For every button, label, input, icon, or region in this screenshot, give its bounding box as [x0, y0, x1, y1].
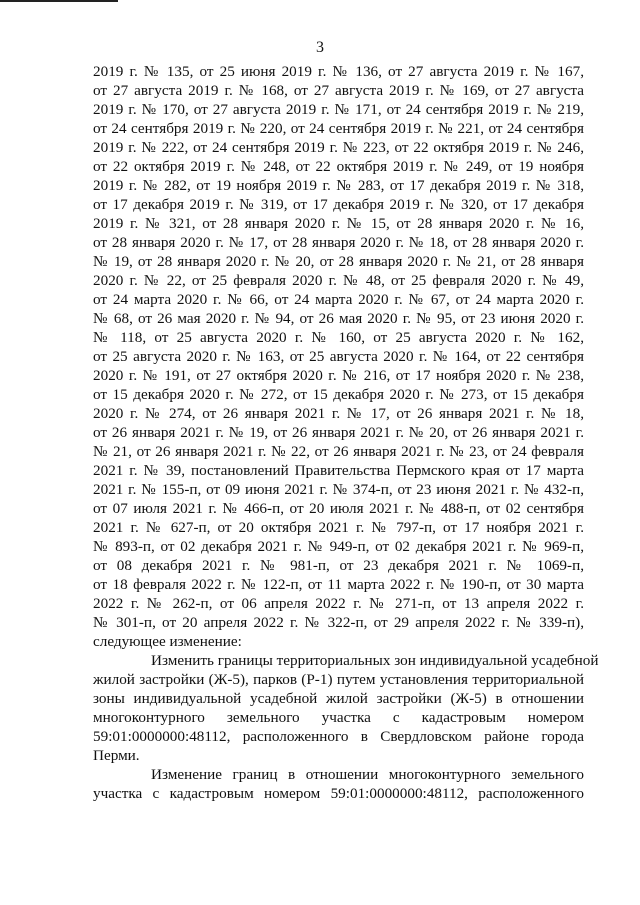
paragraph-change-zone-borders	[93, 651, 599, 765]
text-line: от 28 января 2020 г. № 17, от 28 января 2020 г. № 18, от 28 января 2020 г.	[93, 234, 584, 251]
text-line: 2019 г. № 135, от 25 июня 2019 г. № 136, от 27 августа 2019 г. № 167,	[93, 63, 584, 80]
text-line: от 22 октября 2019 г. № 248, от 22 октября 2019 г. № 249, от 19 ноября	[93, 158, 584, 175]
text-line: № 21, от 26 января 2021 г. № 22, от 26 января 2021 г. № 23, от 24 февраля	[93, 443, 584, 460]
page-number: 3	[316, 39, 324, 56]
text-line: 2019 г. № 321, от 28 января 2020 г. № 15, от 28 января 2020 г. № 16,	[93, 215, 584, 232]
text-line: 2021 г. № 627-п, от 20 октября 2021 г. № 797-п, от 17 ноября 2021 г.	[93, 519, 584, 536]
text-line: Изменить границы территориальных зон индивидуальной усадебной	[151, 652, 599, 669]
text-line: 2021 г. № 155-п, от 09 июня 2021 г. № 374-п, от 23 июня 2021 г. № 432-п,	[93, 481, 584, 498]
text-line: № 301-п, от 20 апреля 2022 г. № 322-п, от 29 апреля 2022 г. № 339-п),	[93, 614, 584, 631]
text-line: от 18 февраля 2022 г. № 122-п, от 11 марта 2022 г. № 190-п, от 30 марта	[93, 576, 584, 593]
text-line: от 27 августа 2019 г. № 168, от 27 августа 2019 г. № 169, от 27 августа	[93, 82, 584, 99]
text-line: № 68, от 26 мая 2020 г. № 94, от 26 мая 2020 г. № 95, от 23 июня 2020 г.	[93, 310, 584, 327]
text-line: № 118, от 25 августа 2020 г. № 160, от 25 августа 2020 г. № 162,	[93, 329, 584, 346]
paragraph-list-of-resolutions	[93, 62, 584, 651]
text-line: многоконтурного земельного участка с кадастровым номером	[93, 709, 584, 726]
text-line: 2020 г. № 22, от 25 февраля 2020 г. № 48, от 25 февраля 2020 г. № 49,	[93, 272, 584, 289]
text-line: от 07 июля 2021 г. № 466-п, от 20 июля 2021 г. № 488-п, от 02 сентября	[93, 500, 584, 517]
text-line: 2020 г. № 274, от 26 января 2021 г. № 17, от 26 января 2021 г. № 18,	[93, 405, 584, 422]
text-line: 2021 г. № 39, постановлений Правительства Пермского края от 17 марта	[93, 462, 584, 479]
text-line: от 24 марта 2020 г. № 66, от 24 марта 2020 г. № 67, от 24 марта 2020 г.	[93, 291, 584, 308]
text-line: 2019 г. № 222, от 24 сентября 2019 г. № 223, от 22 октября 2019 г. № 246,	[93, 139, 584, 156]
text-line: от 25 августа 2020 г. № 163, от 25 августа 2020 г. № 164, от 22 сентября	[93, 348, 584, 365]
text-line: от 15 декабря 2020 г. № 272, от 15 декабря 2020 г. № 273, от 15 декабря	[93, 386, 584, 403]
text-line: от 08 декабря 2021 г. № 981-п, от 23 декабря 2021 г. № 1069-п,	[93, 557, 584, 574]
text-line: участка с кадастровым номером 59:01:0000000:48112, расположенного	[93, 785, 584, 802]
text-line: 2022 г. № 262-п, от 06 апреля 2022 г. № 271-п, от 13 апреля 2022 г.	[93, 595, 584, 612]
paragraph-border-change-details	[93, 765, 584, 803]
text-line: 2020 г. № 191, от 27 октября 2020 г. № 216, от 17 ноября 2020 г. № 238,	[93, 367, 584, 384]
text-line: № 19, от 28 января 2020 г. № 20, от 28 января 2020 г. № 21, от 28 января	[93, 253, 584, 270]
text-line: зоны индивидуальной усадебной жилой застройки (Ж-5) в отношении	[93, 690, 584, 707]
scan-edge-line	[0, 0, 118, 2]
text-line: от 26 января 2021 г. № 19, от 26 января 2021 г. № 20, от 26 января 2021 г.	[93, 424, 584, 441]
text-line: 59:01:0000000:48112, расположенного в Свердловском районе города	[93, 728, 584, 745]
text-line: № 893-п, от 02 декабря 2021 г. № 949-п, от 02 декабря 2021 г. № 969-п,	[93, 538, 584, 555]
text-line: следующее изменение:	[93, 633, 242, 650]
text-line: от 17 декабря 2019 г. № 319, от 17 декабря 2019 г. № 320, от 17 декабря	[93, 196, 584, 213]
text-line: Перми.	[93, 747, 140, 764]
text-line: жилой застройки (Ж-5), парков (Р-1) путем установления территориальной	[93, 671, 584, 688]
text-line: от 24 сентября 2019 г. № 220, от 24 сентября 2019 г. № 221, от 24 сентября	[93, 120, 584, 137]
text-line: 2019 г. № 170, от 27 августа 2019 г. № 171, от 24 сентября 2019 г. № 219,	[93, 101, 584, 118]
text-line: 2019 г. № 282, от 19 ноября 2019 г. № 283, от 17 декабря 2019 г. № 318,	[93, 177, 584, 194]
document-body	[93, 62, 599, 803]
text-line: Изменение границ в отношении многоконтурного земельного	[151, 766, 584, 783]
